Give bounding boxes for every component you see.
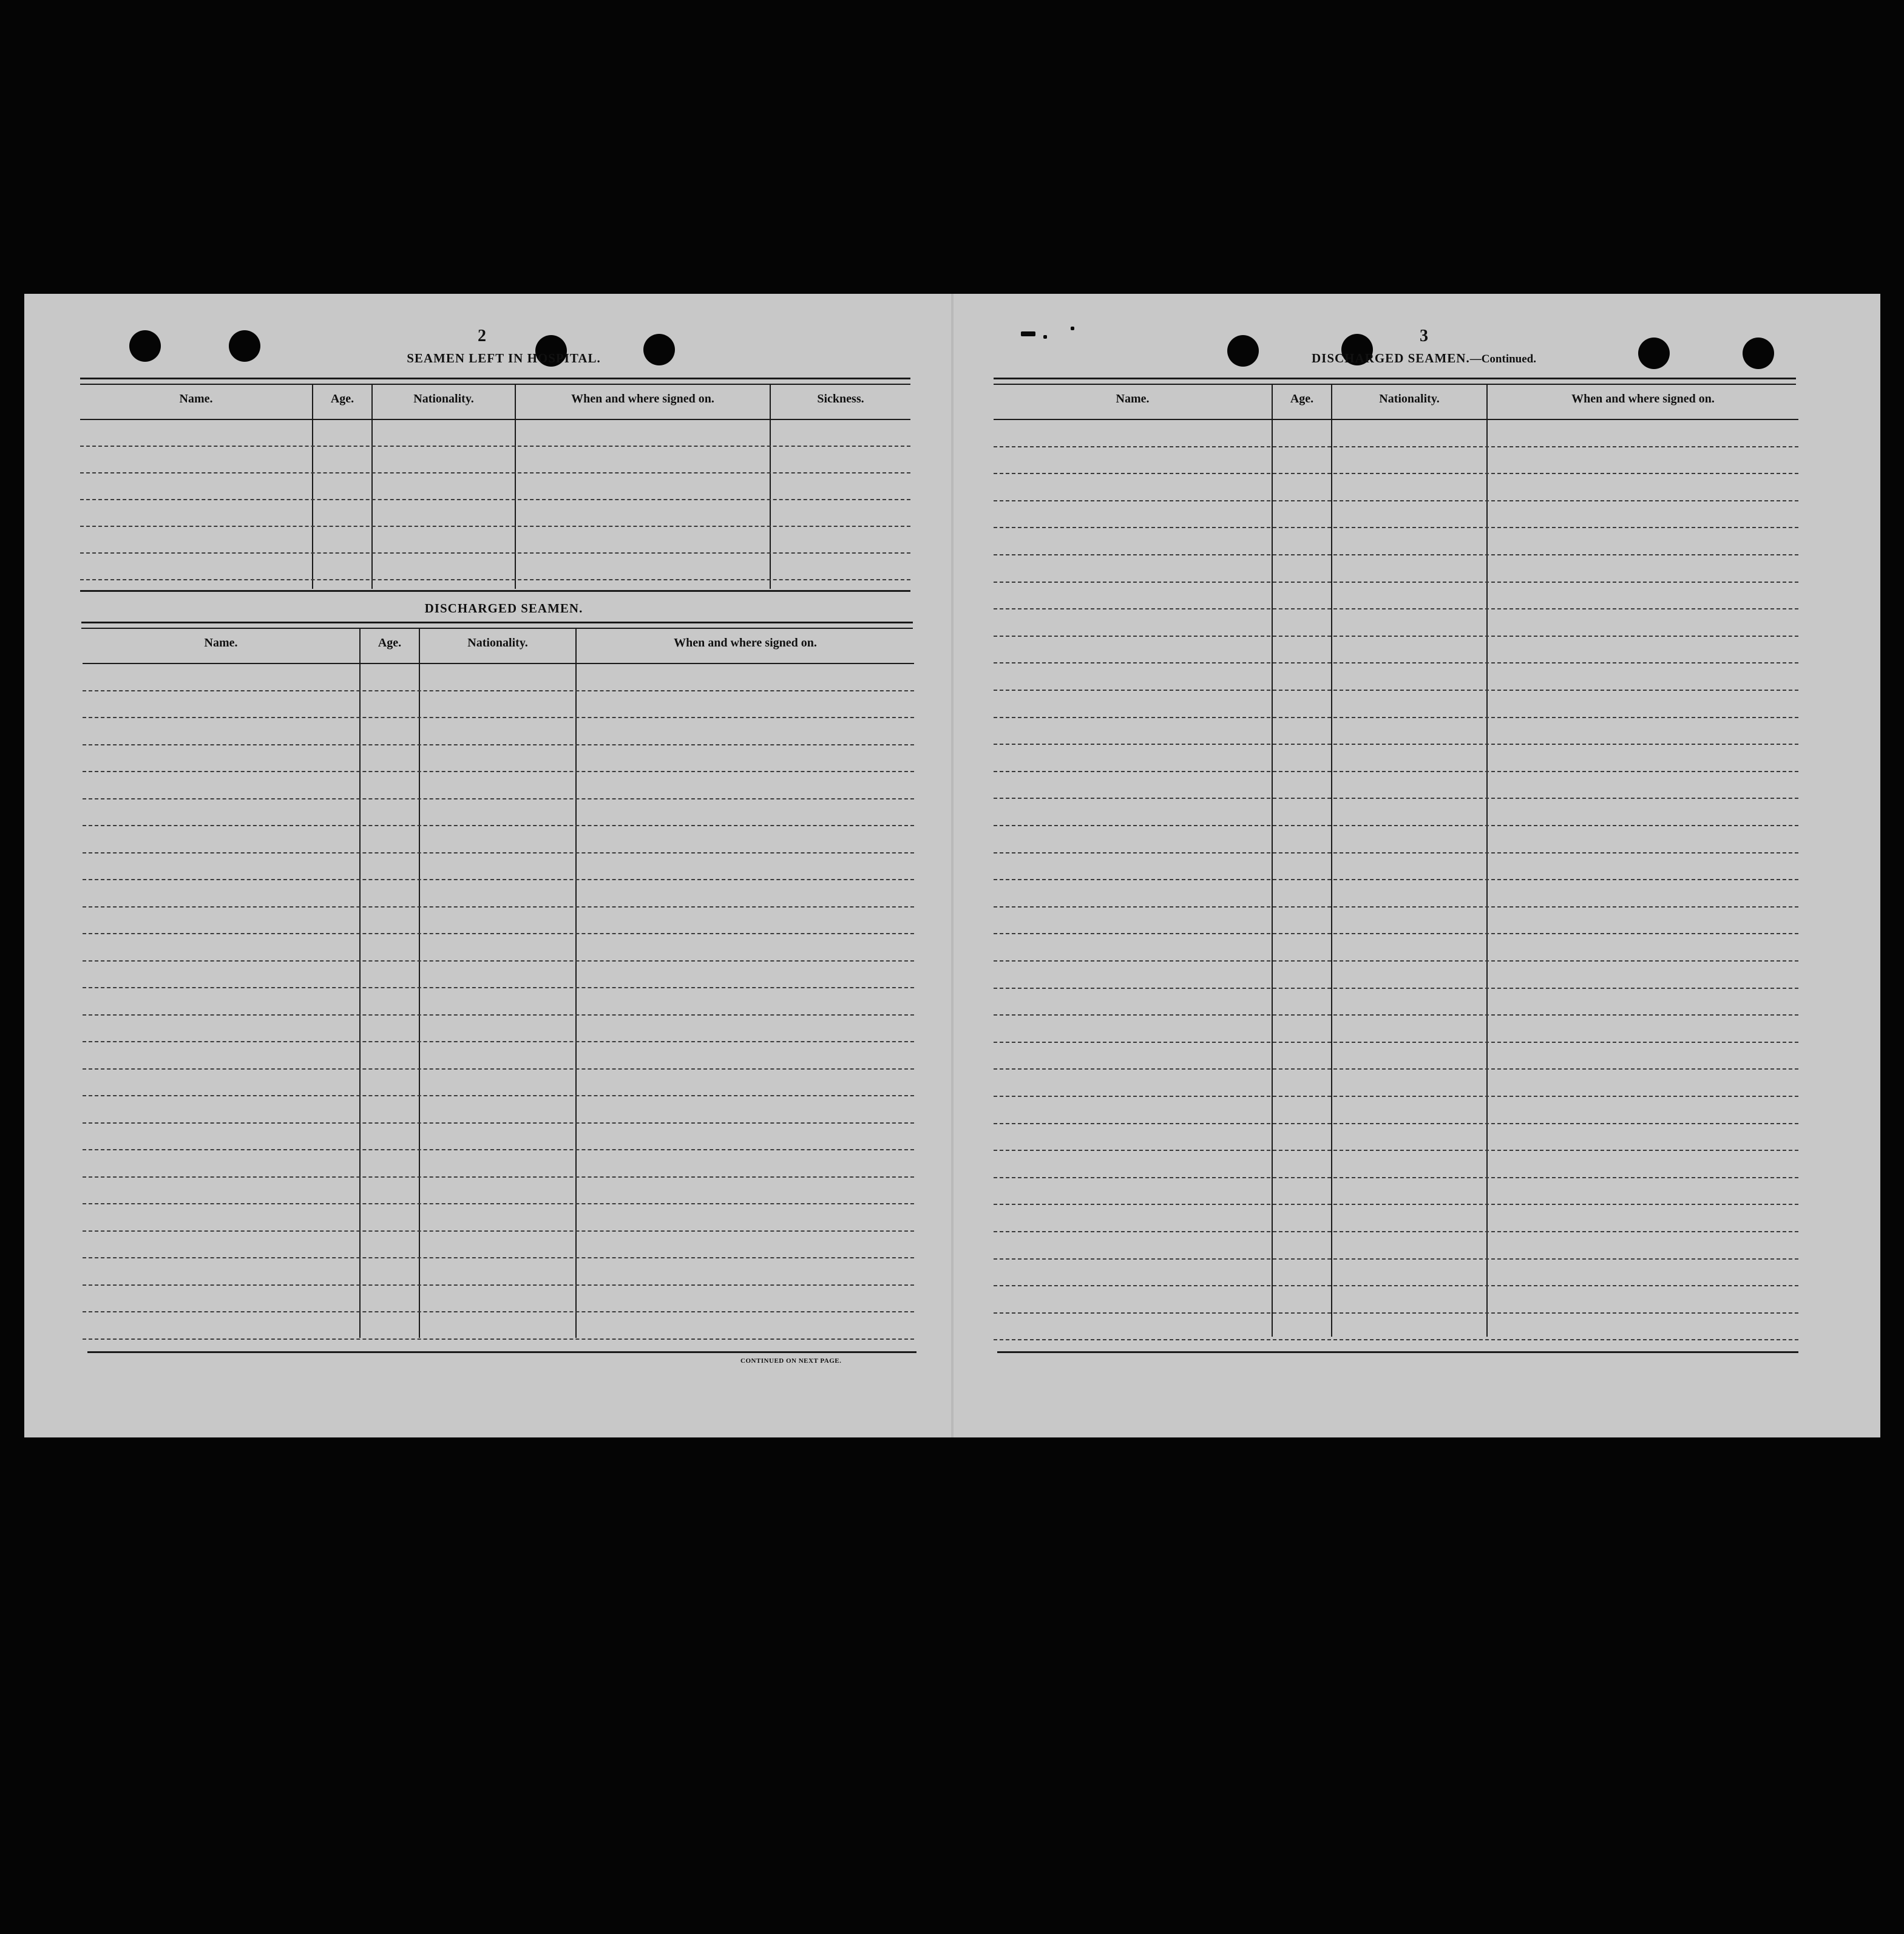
- table-row: [83, 852, 914, 853]
- column-divider: [419, 629, 420, 1338]
- table-row: [83, 798, 914, 799]
- punch-hole: [1638, 338, 1670, 369]
- column-divider: [359, 629, 361, 1338]
- column-header-nationality: Nationality.: [1379, 392, 1440, 405]
- table-row: [994, 1312, 1798, 1314]
- top-rule: [994, 378, 1796, 379]
- column-header-age: Age.: [378, 636, 402, 650]
- table-row: [994, 1285, 1798, 1286]
- table-row: [80, 526, 910, 527]
- table-row: [83, 690, 914, 691]
- table-row: [994, 690, 1798, 691]
- table-row: [994, 1177, 1798, 1178]
- table-row: [994, 554, 1798, 555]
- table-row: [994, 1123, 1798, 1124]
- table-row: [83, 933, 914, 934]
- table-row: [994, 662, 1798, 663]
- discharged-section-title: DISCHARGED SEAMEN.: [424, 601, 583, 616]
- table-row: [83, 960, 914, 962]
- table-row: [994, 771, 1798, 772]
- section-rule: [81, 622, 913, 623]
- header-underline: [80, 419, 910, 420]
- punch-hole: [129, 330, 161, 362]
- header-underline: [83, 663, 914, 664]
- table-row: [994, 1042, 1798, 1043]
- bottom-rule: [87, 1351, 916, 1353]
- table-row: [994, 636, 1798, 637]
- page-number: 3: [1420, 327, 1428, 345]
- ink-speck: [1043, 335, 1047, 339]
- column-divider: [515, 385, 516, 589]
- table-row: [83, 1176, 914, 1178]
- table-row: [994, 798, 1798, 799]
- ink-speck: [1071, 327, 1074, 330]
- table-row: [80, 446, 910, 447]
- table-row: [994, 1096, 1798, 1097]
- table-row: [80, 499, 910, 500]
- table-row: [994, 446, 1798, 447]
- table-row: [83, 1257, 914, 1258]
- table-row: [83, 1041, 914, 1042]
- table-row: [83, 906, 914, 908]
- table-row: [994, 879, 1798, 880]
- table-row: [80, 552, 910, 554]
- table-row: [994, 582, 1798, 583]
- column-header-nationality: Nationality.: [467, 636, 528, 650]
- column-header-name: Name.: [179, 392, 213, 405]
- table-row: [83, 771, 914, 772]
- table-row: [994, 906, 1798, 908]
- table-row: [83, 1311, 914, 1312]
- column-divider: [575, 629, 577, 1338]
- column-divider: [371, 385, 373, 589]
- table-row: [80, 579, 910, 580]
- hospital-section-title: SEAMEN LEFT IN HOSPITAL.: [407, 351, 601, 365]
- column-header-age: Age.: [330, 392, 354, 405]
- table-row: [83, 1095, 914, 1096]
- table-row: [83, 1284, 914, 1286]
- table-row: [994, 608, 1798, 609]
- table-row: [83, 987, 914, 988]
- column-header-age: Age.: [1290, 392, 1314, 405]
- table-row: [83, 879, 914, 880]
- continued-suffix: —Continued.: [1469, 353, 1536, 365]
- table-row: [994, 1231, 1798, 1232]
- continued-note: CONTINUED ON NEXT PAGE.: [740, 1357, 842, 1365]
- top-rule: [80, 378, 910, 379]
- column-header-sickness: Sickness.: [817, 392, 864, 405]
- column-header-signed-on: When and where signed on.: [1571, 392, 1715, 405]
- table-row: [994, 717, 1798, 718]
- table-row: [83, 1014, 914, 1016]
- punch-hole: [1227, 335, 1259, 367]
- discharged-continued-table: [994, 385, 1798, 1337]
- column-divider: [312, 385, 313, 589]
- ledger-sheet: [24, 294, 1880, 1437]
- header-underline: [994, 419, 1798, 420]
- bottom-rule: [997, 1351, 1798, 1353]
- table-row: [994, 852, 1798, 853]
- right-page: [952, 294, 1880, 1437]
- table-row: [994, 744, 1798, 745]
- table-row: [994, 988, 1798, 989]
- column-header-name: Name.: [1116, 392, 1150, 405]
- left-page: [24, 294, 952, 1437]
- table-row: [83, 1068, 914, 1070]
- table-row: [83, 1230, 914, 1232]
- table-row: [994, 473, 1798, 474]
- discharged-table: [83, 629, 914, 1338]
- table-row: [994, 933, 1798, 934]
- table-row: [994, 500, 1798, 501]
- table-row: [994, 960, 1798, 962]
- column-header-signed-on: When and where signed on.: [674, 636, 817, 650]
- table-row: [994, 1339, 1798, 1340]
- table-row: [994, 825, 1798, 826]
- table-row: [83, 825, 914, 826]
- section-rule: [80, 590, 910, 592]
- punch-hole: [229, 330, 260, 362]
- discharged-continued-title-text: DISCHARGED SEAMEN.: [1312, 351, 1470, 365]
- table-row: [994, 527, 1798, 528]
- table-row: [994, 1204, 1798, 1205]
- column-header-nationality: Nationality.: [413, 392, 474, 405]
- table-row: [83, 1122, 914, 1124]
- table-row: [994, 1014, 1798, 1016]
- table-row: [83, 1339, 914, 1340]
- page-number: 2: [478, 327, 486, 345]
- punch-hole: [1743, 338, 1774, 369]
- ink-speck: [1021, 331, 1035, 336]
- table-row: [80, 472, 910, 473]
- table-row: [83, 744, 914, 745]
- column-header-name: Name.: [204, 636, 238, 650]
- column-divider: [770, 385, 771, 589]
- table-row: [83, 1149, 914, 1150]
- table-row: [994, 1258, 1798, 1260]
- table-row: [83, 1203, 914, 1204]
- column-header-signed-on: When and where signed on.: [571, 392, 714, 405]
- discharged-continued-title: [1290, 351, 1557, 366]
- table-row: [994, 1068, 1798, 1070]
- table-row: [994, 1150, 1798, 1151]
- hospital-table: [80, 385, 910, 589]
- table-row: [83, 717, 914, 718]
